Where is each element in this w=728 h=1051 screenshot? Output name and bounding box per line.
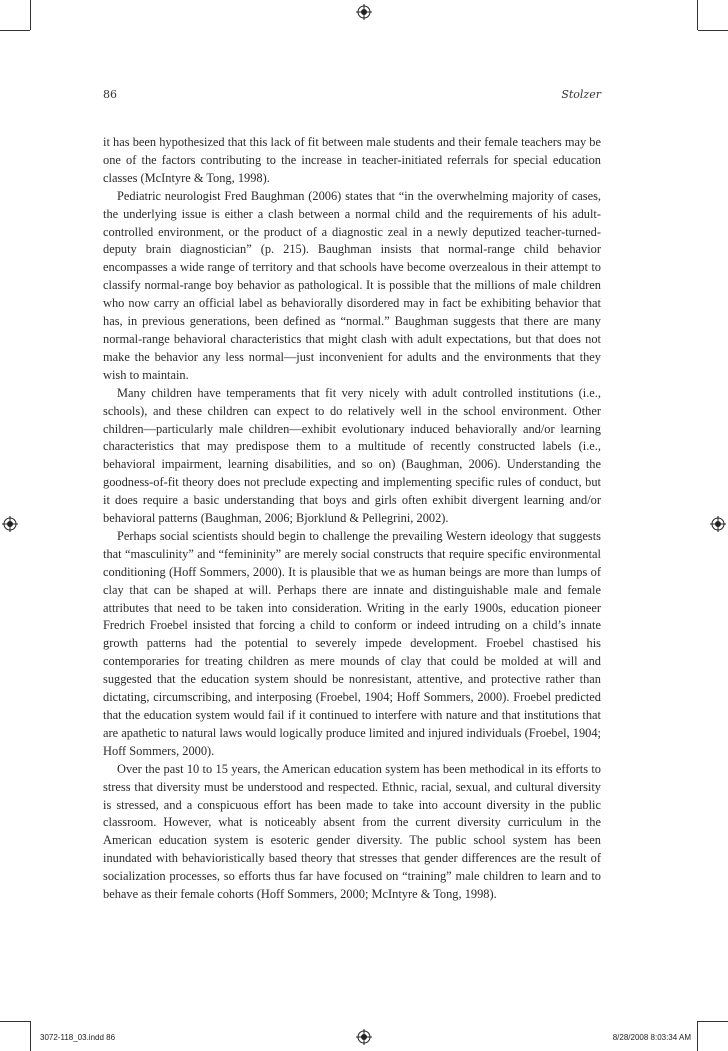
crop-mark-bottom-right-h <box>698 1021 728 1022</box>
running-head <box>103 88 601 104</box>
paragraph: Many children have temperaments that fit very nicely with adult controlled institutions (i.e., schools), and these children can expect to do relatively well in the school environment. Other children—particularly male children—exhibit evolutionary induced behaviorally and/or learning characteristics that may predispose them to a multitude of recently constructed labels (i.e., behavioral impairment, learning disabilities, and so on) (Baughman, 2006). Understanding the goodness-of-fit theory does not preclude expecting and implementing specific rules of conduct, but it does require a basic understanding that boys and girls often exhibit divergent learning and/or behavioral patterns (Baughman, 2006; Bjorklund & Pellegrini, 2002). <box>103 385 601 526</box>
paragraph: it has been hypothesized that this lack of fit between male students and their female teachers may be one of the factors contributing to the increase in teacher-initiated referrals for special education classes (McIntyre & Tong, 1998). <box>103 135 601 185</box>
crop-mark-bottom-left <box>30 1021 31 1051</box>
registration-mark-bottom-icon <box>356 1029 372 1045</box>
crop-mark-top-left-h <box>0 30 30 31</box>
crop-mark-top-right-h <box>698 30 728 31</box>
running-head-author: Stolzer <box>561 88 601 101</box>
paragraph: Perhaps social scientists should begin to challenge the prevailing Western ideology that suggests that “masculinity” and “femininity” are merely social constructs that require specific environmental conditioning (Hoff Sommers, 2000). It is plausible that we as human beings are more than lumps of clay that can be shaped at will. Perhaps there are innate and distinguishable male and female attributes that need to be taken into consideration. Writing in the early 1900s, education pioneer Fredrich Froebel insisted that forcing a child to conform or indeed intruding on a child’s innate growth patterns had the potential to severely impede development. Froebel chastised his contemporaries for treating children as mere mounds of clay that could be molded at will and suggested that the education system should be nonresistant, attentive, and protective rather than dictating, circumscribing, and interposing (Froebel, 1904; Hoff Sommers, 2000). Froebel predicted that the education system would fail if it continued to interfere with nature and that institutions that are apathetic to natural laws would logically produce limited and injured individuals (Froebel, 1904; Hoff Sommers, 2000). <box>103 528 601 758</box>
registration-mark-left-icon <box>2 516 18 532</box>
body-text <box>103 134 601 904</box>
registration-mark-right-icon <box>710 516 726 532</box>
paragraph: Pediatric neurologist Fred Baughman (2006) states that “in the overwhelming majority of cases, the underlying issue is either a clash between a normal child and the requirements of his adult-controlled environment, or the product of a diagnostic zeal in a newly deputized teacher-turned-deputy brain diagnostician” (p. 215). Baughman insists that normal-range child behavior encompasses a wide range of territory and that schools have become overzealous in their attempt to classify normal-range boy behavior as pathological. It is possible that the millions of male children who now carry an official label as behaviorally disordered may in fact be exhibiting behavior that has, in previous generations, been defined as “normal.” Baughman suggests that there are many normal-range behavioral characteristics that might clash with adult expectations, but that does not make the behavior any less normal—just inconvenient for adults and the environments that they wish to maintain. <box>103 188 601 382</box>
registration-mark-top-icon <box>356 4 372 20</box>
page-number: 86 <box>103 88 117 101</box>
crop-mark-bottom-left-h <box>0 1021 30 1022</box>
slug-file-name: 3072-118_03.indd 86 <box>40 1033 116 1042</box>
crop-mark-bottom-right <box>697 1021 698 1051</box>
paragraph: Over the past 10 to 15 years, the American education system has been methodical in its efforts to stress that diversity must be understood and respected. Ethnic, racial, sexual, and cultural diversity is stressed, and a conspicuous effort has been made to take into account diversity in the public classroom. However, what is noticeably absent from the current diversity curriculum in the American education system is esoteric gender diversity. The public school system has been inundated with behavioristically based theory that stresses that gender differences are the result of socialization processes, so efforts thus far have focused on “training” male children to learn and to behave as their female cohorts (Hoff Sommers, 2000; McIntyre & Tong, 1998). <box>103 761 601 902</box>
crop-mark-top-right <box>697 0 698 30</box>
crop-mark-top-left <box>30 0 31 30</box>
slug-datetime: 8/28/2008 8:03:34 AM <box>612 1033 691 1042</box>
